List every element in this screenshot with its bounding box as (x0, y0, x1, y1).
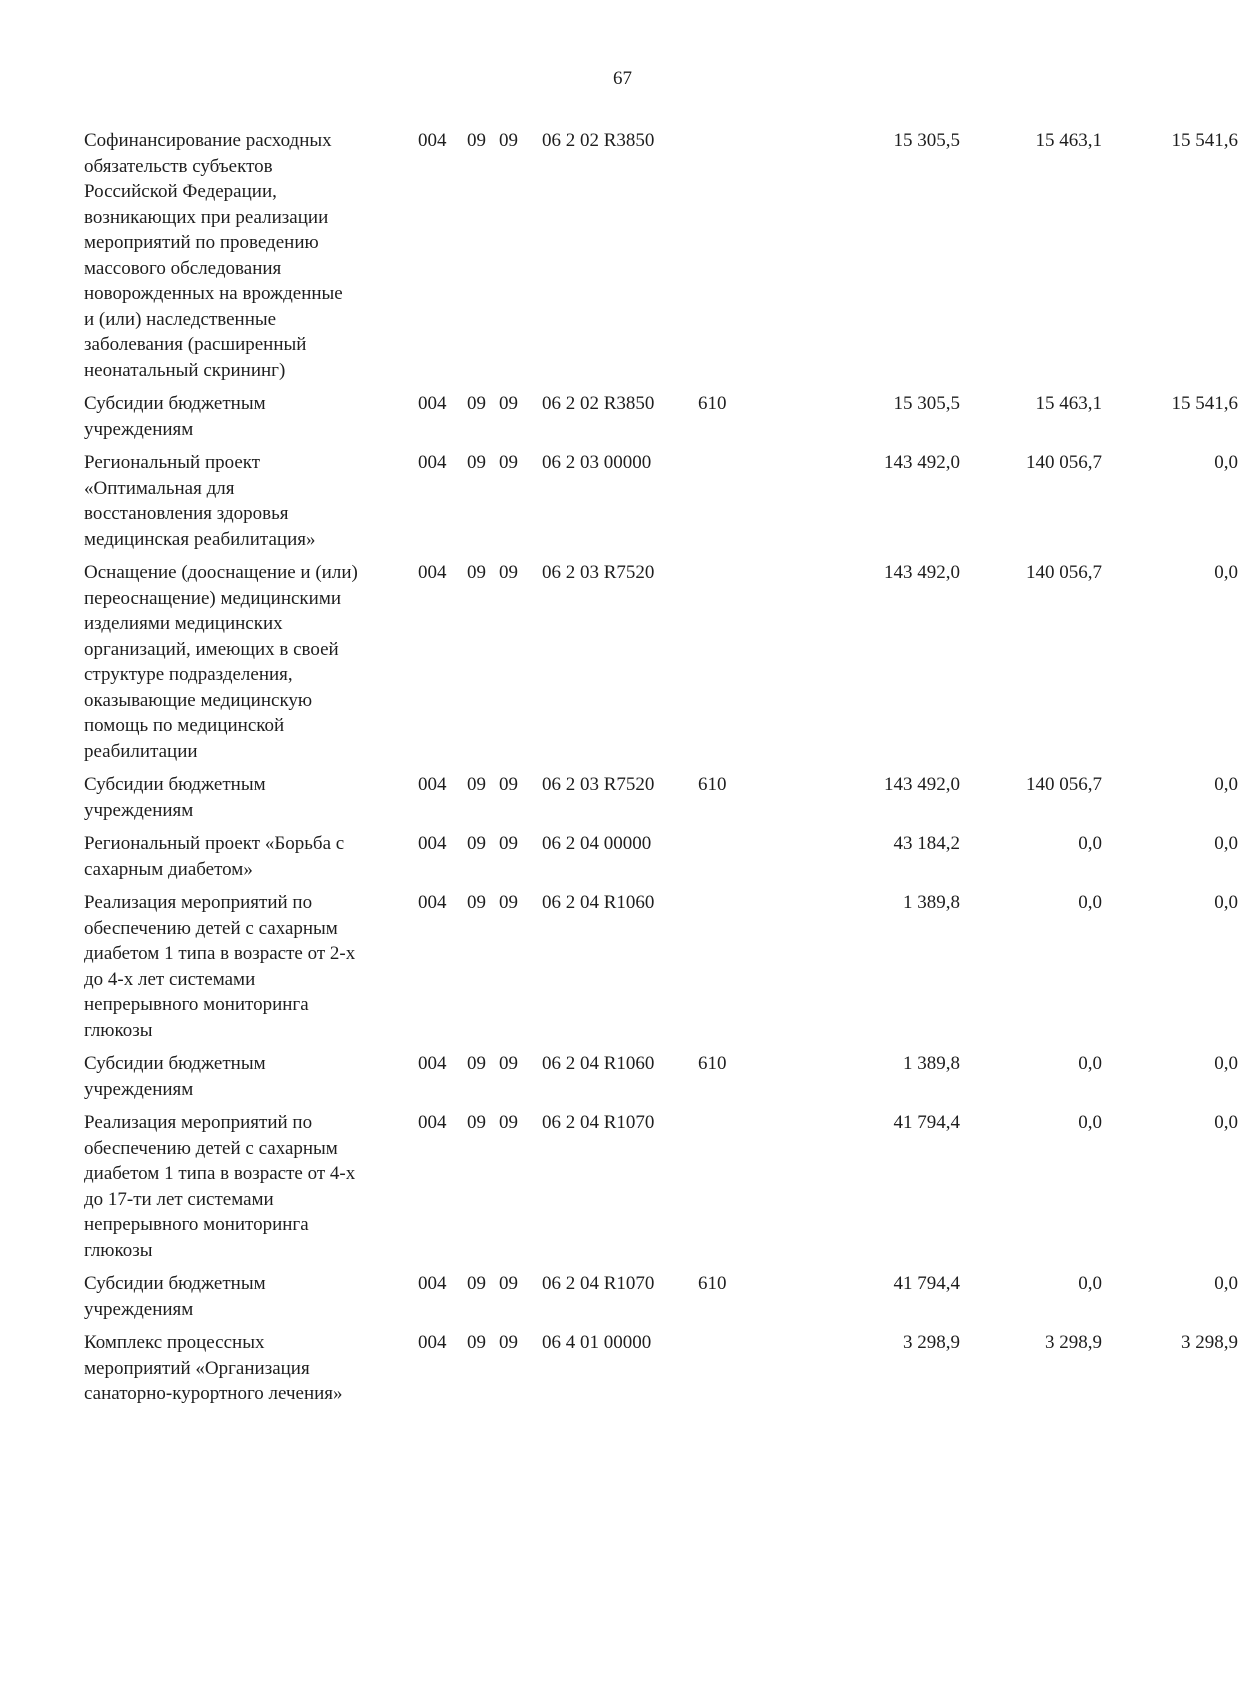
amount-year-2: 15 463,1 (1035, 130, 1102, 151)
amount-year-2: 3 298,9 (1045, 1332, 1102, 1353)
table-row (84, 560, 1238, 764)
amount-year-1: 143 492,0 (884, 452, 960, 473)
subsection-code: 09 (499, 1332, 518, 1353)
amount-year-3: 15 541,6 (1171, 393, 1238, 414)
section-code: 09 (467, 774, 486, 795)
row-name: Региональный проект «Борьба с сахарным диабетом» (84, 833, 345, 880)
target-article-code: 06 2 04 R1070 (542, 1112, 655, 1133)
target-article-code: 06 2 04 R1060 (542, 892, 655, 913)
table-row (84, 1330, 1238, 1407)
target-article-code: 06 2 02 R3850 (542, 393, 655, 414)
amount-year-2: 140 056,7 (1026, 452, 1102, 473)
table-row (84, 1051, 1238, 1102)
amount-year-3: 3 298,9 (1181, 1332, 1238, 1353)
ved-code: 004 (418, 774, 447, 795)
row-name: Софинансирование расходных обязательств субъектов Российской Федерации, возникающих при реализации мероприятий по проведению массового обследования новорожденных на врожденные и (или) наследственные заболевания (расширенный неонатальный скрининг) (84, 130, 343, 381)
amount-year-2: 0,0 (1078, 1053, 1102, 1074)
amount-year-3: 0,0 (1214, 452, 1238, 473)
amount-year-3: 0,0 (1214, 1053, 1238, 1074)
amount-year-1: 41 794,4 (893, 1112, 960, 1133)
ved-code: 004 (418, 130, 447, 151)
amount-year-1: 15 305,5 (893, 393, 960, 414)
row-name: Субсидии бюджетным учреждениям (84, 774, 266, 821)
amount-year-3: 0,0 (1214, 1112, 1238, 1133)
ved-code: 004 (418, 1053, 447, 1074)
target-article-code: 06 4 01 00000 (542, 1332, 652, 1353)
subsection-code: 09 (499, 1273, 518, 1294)
ved-code: 004 (418, 1112, 447, 1133)
subsection-code: 09 (499, 452, 518, 473)
ved-code: 004 (418, 1332, 447, 1353)
target-article-code: 06 2 04 R1070 (542, 1273, 655, 1294)
section-code: 09 (467, 892, 486, 913)
table-row (84, 128, 1238, 383)
ved-code: 004 (418, 833, 447, 854)
row-name: Реализация мероприятий по обеспечению детей с сахарным диабетом 1 типа в возрасте от 4-х до 17-ти лет системами непрерывного мониторинга глюкозы (84, 1112, 356, 1261)
subsection-code: 09 (499, 833, 518, 854)
section-code: 09 (467, 1112, 486, 1133)
target-article-code: 06 2 03 R7520 (542, 774, 655, 795)
amount-year-2: 0,0 (1078, 833, 1102, 854)
budget-table (84, 128, 1238, 1407)
section-code: 09 (467, 1332, 486, 1353)
target-article-code: 06 2 03 00000 (542, 452, 652, 473)
subsection-code: 09 (499, 774, 518, 795)
expense-type-code: 610 (698, 1053, 727, 1074)
target-article-code: 06 2 02 R3850 (542, 130, 655, 151)
amount-year-3: 0,0 (1214, 892, 1238, 913)
amount-year-3: 0,0 (1214, 833, 1238, 854)
ved-code: 004 (418, 452, 447, 473)
amount-year-2: 15 463,1 (1035, 393, 1102, 414)
ved-code: 004 (418, 1273, 447, 1294)
amount-year-3: 0,0 (1214, 774, 1238, 795)
amount-year-2: 140 056,7 (1026, 562, 1102, 583)
ved-code: 004 (418, 393, 447, 414)
target-article-code: 06 2 03 R7520 (542, 562, 655, 583)
amount-year-1: 143 492,0 (884, 774, 960, 795)
subsection-code: 09 (499, 562, 518, 583)
section-code: 09 (467, 833, 486, 854)
row-name: Реализация мероприятий по обеспечению детей с сахарным диабетом 1 типа в возрасте от 2-х до 4-х лет системами непрерывного мониторинга глюкозы (84, 892, 356, 1041)
table-row (84, 391, 1238, 442)
section-code: 09 (467, 1273, 486, 1294)
table-row (84, 1271, 1238, 1322)
amount-year-3: 0,0 (1214, 1273, 1238, 1294)
expense-type-code: 610 (698, 774, 727, 795)
amount-year-1: 1 389,8 (903, 892, 960, 913)
subsection-code: 09 (499, 892, 518, 913)
ved-code: 004 (418, 892, 447, 913)
subsection-code: 09 (499, 1112, 518, 1133)
amount-year-3: 0,0 (1214, 562, 1238, 583)
amount-year-3: 15 541,6 (1171, 130, 1238, 151)
row-name: Оснащение (дооснащение и (или) переоснащение) медицинскими изделиями медицинских организаций, имеющих в своей структуре подразделения, оказывающие медицинскую помощь по медицинской реабилитации (84, 562, 358, 762)
row-name: Субсидии бюджетным учреждениям (84, 393, 266, 440)
section-code: 09 (467, 562, 486, 583)
amount-year-1: 1 389,8 (903, 1053, 960, 1074)
section-code: 09 (467, 393, 486, 414)
expense-type-code: 610 (698, 393, 727, 414)
subsection-code: 09 (499, 1053, 518, 1074)
amount-year-2: 0,0 (1078, 1273, 1102, 1294)
table-row (84, 831, 1238, 882)
subsection-code: 09 (499, 130, 518, 151)
section-code: 09 (467, 452, 486, 473)
target-article-code: 06 2 04 R1060 (542, 1053, 655, 1074)
amount-year-1: 43 184,2 (893, 833, 960, 854)
table-row (84, 772, 1238, 823)
page-number: 67 (613, 68, 632, 89)
ved-code: 004 (418, 562, 447, 583)
target-article-code: 06 2 04 00000 (542, 833, 652, 854)
section-code: 09 (467, 130, 486, 151)
amount-year-2: 0,0 (1078, 892, 1102, 913)
table-row (84, 450, 1238, 552)
amount-year-1: 15 305,5 (893, 130, 960, 151)
row-name: Субсидии бюджетным учреждениям (84, 1053, 266, 1100)
subsection-code: 09 (499, 393, 518, 414)
section-code: 09 (467, 1053, 486, 1074)
expense-type-code: 610 (698, 1273, 727, 1294)
table-row (84, 890, 1238, 1043)
row-name: Комплекс процессных мероприятий «Организация санаторно-курортного лечения» (84, 1332, 343, 1404)
row-name: Региональный проект «Оптимальная для восстановления здоровья медицинская реабилитация» (84, 452, 316, 550)
table-row (84, 1110, 1238, 1263)
amount-year-2: 0,0 (1078, 1112, 1102, 1133)
row-name: Субсидии бюджетным учреждениям (84, 1273, 266, 1320)
amount-year-1: 41 794,4 (893, 1273, 960, 1294)
amount-year-1: 3 298,9 (903, 1332, 960, 1353)
amount-year-2: 140 056,7 (1026, 774, 1102, 795)
amount-year-1: 143 492,0 (884, 562, 960, 583)
